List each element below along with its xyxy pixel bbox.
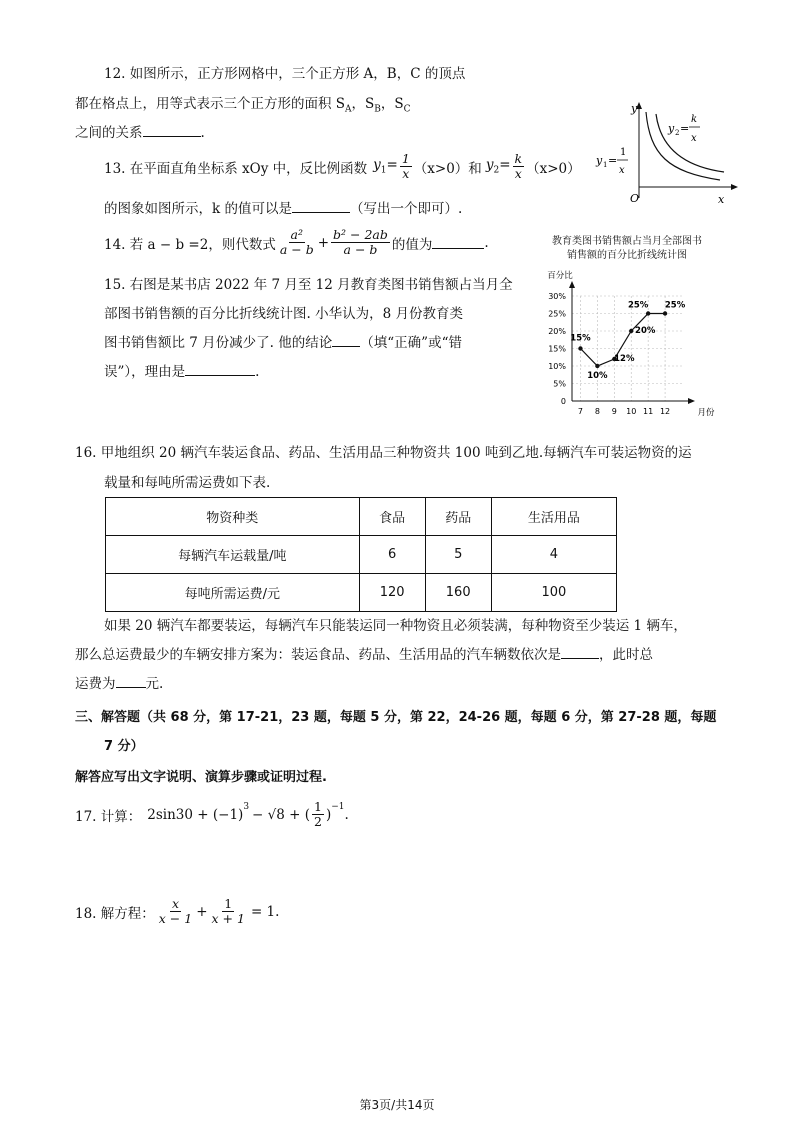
- table-cell: 每吨所需运费/元: [106, 574, 360, 612]
- q16-after1: 如果 20 辆汽车都要装运，每辆汽车只能装运同一种物资且必须装满，每种物资至少装运 1 辆车，: [104, 618, 687, 634]
- q16-cost-blank: [116, 675, 146, 688]
- graph-origin-label: O: [630, 192, 640, 205]
- chart-x-tick-label: 7: [577, 407, 584, 416]
- table-header: 物资种类: [106, 498, 360, 536]
- svg-text:x: x: [691, 133, 697, 144]
- q12-line2: 都在格点上，用等式表示三个正方形的面积 $S_A$，$S_B$，$S_C$: [75, 96, 411, 115]
- chart-y-tick-label: 10%: [548, 362, 566, 371]
- chart-y-axis-title: 百分比: [547, 271, 573, 281]
- chart-data-point: [663, 311, 667, 315]
- chart-y-tick-label: 20%: [548, 327, 566, 336]
- table-header: 食品: [359, 498, 425, 536]
- chart-data-point: [629, 329, 633, 333]
- table-row: [106, 536, 617, 574]
- q18-line: 18. 解方程： $\frac{x}{x - 1}$ + $\frac{1}{x + 1}$ = 1.: [75, 896, 280, 926]
- q14-answer-blank: [432, 236, 484, 249]
- graph-y-axis-label: y: [631, 102, 638, 115]
- svg-text:k: k: [691, 114, 698, 125]
- table-cell: 5: [425, 536, 491, 574]
- q13-answer-blank: [292, 200, 350, 213]
- section3-instruction: 解答应写出文字说明、演算步骤或证明过程.: [75, 770, 327, 785]
- chart-x-arrow: [688, 398, 695, 404]
- freight-table: [105, 497, 617, 612]
- q15-reason-blank: [185, 363, 255, 376]
- y2-curve: [656, 114, 724, 172]
- chart-data-label: 25%: [627, 300, 649, 311]
- svg-text:2: 2: [675, 129, 680, 137]
- table-cell: 100: [491, 574, 616, 612]
- svg-text:=: =: [608, 154, 618, 167]
- q15-line4: 误”），理由是 .: [104, 364, 260, 380]
- q16-line2: 载量和每吨所需运费如下表.: [104, 475, 271, 491]
- q16-after2: 那么总运费最少的车辆安排方案为：装运食品、药品、生活用品的汽车辆数依次是 ，此时总: [75, 647, 653, 663]
- chart-data-point: [595, 364, 599, 368]
- chart-x-tick-label: 12: [659, 407, 671, 416]
- q13-graph: [590, 100, 740, 210]
- chart-title: 教育类图书销售额占当月全部图书 销售额的百分比折线统计图: [552, 236, 702, 261]
- graph-x-axis-label: x: [718, 193, 725, 206]
- chart-data-label: 25%: [664, 300, 686, 311]
- q12-line1: 12. 如图所示，正方形网格中，三个正方形 A，B，C 的顶点: [104, 66, 466, 82]
- q12-line3: 之间的关系 .: [75, 125, 205, 141]
- table-row: [106, 574, 617, 612]
- svg-text:1: 1: [620, 147, 627, 158]
- q15-line1: 15. 右图是某书店 2022 年 7 月至 12 月教育类图书销售额占当月全: [104, 277, 513, 293]
- q14-line: 14. 若 a − b =2，则代数式 $\frac{\text{a²}}{a - b}$ + $\frac{\text{b² − 2ab}}{a - b}$ 的值为 .: [104, 227, 489, 257]
- table-header-row: [106, 498, 617, 536]
- chart-x-tick-label: 11: [643, 407, 654, 416]
- chart-y-arrow: [569, 281, 575, 288]
- q15-line2: 部图书销售额的百分比折线统计图. 小华认为，8 月份教育类: [104, 306, 463, 322]
- table-header: 药品: [425, 498, 491, 536]
- svg-text:x: x: [619, 165, 625, 176]
- q13-line1: 13. 在平面直角坐标系 xOy 中，反比例函数 $y_1=$ $\frac{1}{x}$ （x>0）和 $y_2=$ $\frac{k}{x}$ （x>0）: [104, 151, 581, 181]
- chart-x-tick-label: 10: [626, 407, 637, 416]
- q16-after3: 运费为 元.: [75, 676, 164, 692]
- page-footer: 第3页/共14页: [359, 1098, 435, 1112]
- table-cell: 160: [425, 574, 491, 612]
- chart-y-tick-label: 5%: [553, 379, 566, 389]
- q16-line1: 16. 甲地组织 20 辆汽车装运食品、药品、生活用品三种物资共 100 吨到乙地.每辆汽车可装运物资的运: [75, 445, 692, 461]
- q13-line2: 的图象如图所示，k 的值可以是 （写出一个即可）.: [104, 201, 463, 217]
- q17-line: 17. 计算： 2sin30 + (−1) $^3$ − √8 + ( $\frac{1}{2}$ ) $^{-1}$ .: [75, 799, 349, 829]
- q16-counts-blank: [561, 646, 599, 659]
- chart-data-label: 12%: [614, 354, 635, 364]
- table-cell: 每辆汽车运载量/吨: [106, 536, 360, 574]
- chart-y-tick-label: 0: [560, 397, 566, 406]
- section3-heading-line2: 7 分）: [104, 739, 144, 754]
- table-cell: 120: [359, 574, 425, 612]
- chart-data-point: [646, 311, 650, 315]
- table-cell: 6: [359, 536, 425, 574]
- q15-conclusion-blank: [332, 334, 360, 347]
- chart-y-tick-label: 15%: [548, 344, 566, 354]
- q15-line3: 图书销售额比 7 月份减少了. 他的结论 （填“正确”或“错: [104, 335, 462, 351]
- y1-label: y: [596, 154, 603, 167]
- chart-data-point: [578, 346, 582, 350]
- section3-heading-line1: 三、解答题（共 68 分，第 17-21，23 题，每题 5 分，第 22，24-26 题，每题 6 分，第 27-28 题，每题: [75, 710, 717, 725]
- chart-x-axis-title: 月份: [697, 408, 715, 418]
- chart-data-label: 15%: [570, 333, 591, 344]
- chart-data-label: 10%: [587, 371, 608, 381]
- svg-text:1: 1: [603, 161, 608, 169]
- chart-x-tick-label: 9: [611, 407, 617, 416]
- chart-y-tick-label: 30%: [548, 292, 566, 301]
- table-cell: 4: [491, 536, 616, 574]
- chart-x-tick-label: 8: [594, 407, 600, 416]
- chart-data-label: 20%: [635, 326, 656, 336]
- q12-answer-blank: [143, 124, 201, 137]
- y2-label: y: [668, 122, 675, 135]
- line-chart: [520, 264, 735, 424]
- svg-text:=: =: [680, 122, 690, 135]
- chart-y-tick-label: 25%: [548, 309, 566, 319]
- table-header: 生活用品: [491, 498, 616, 536]
